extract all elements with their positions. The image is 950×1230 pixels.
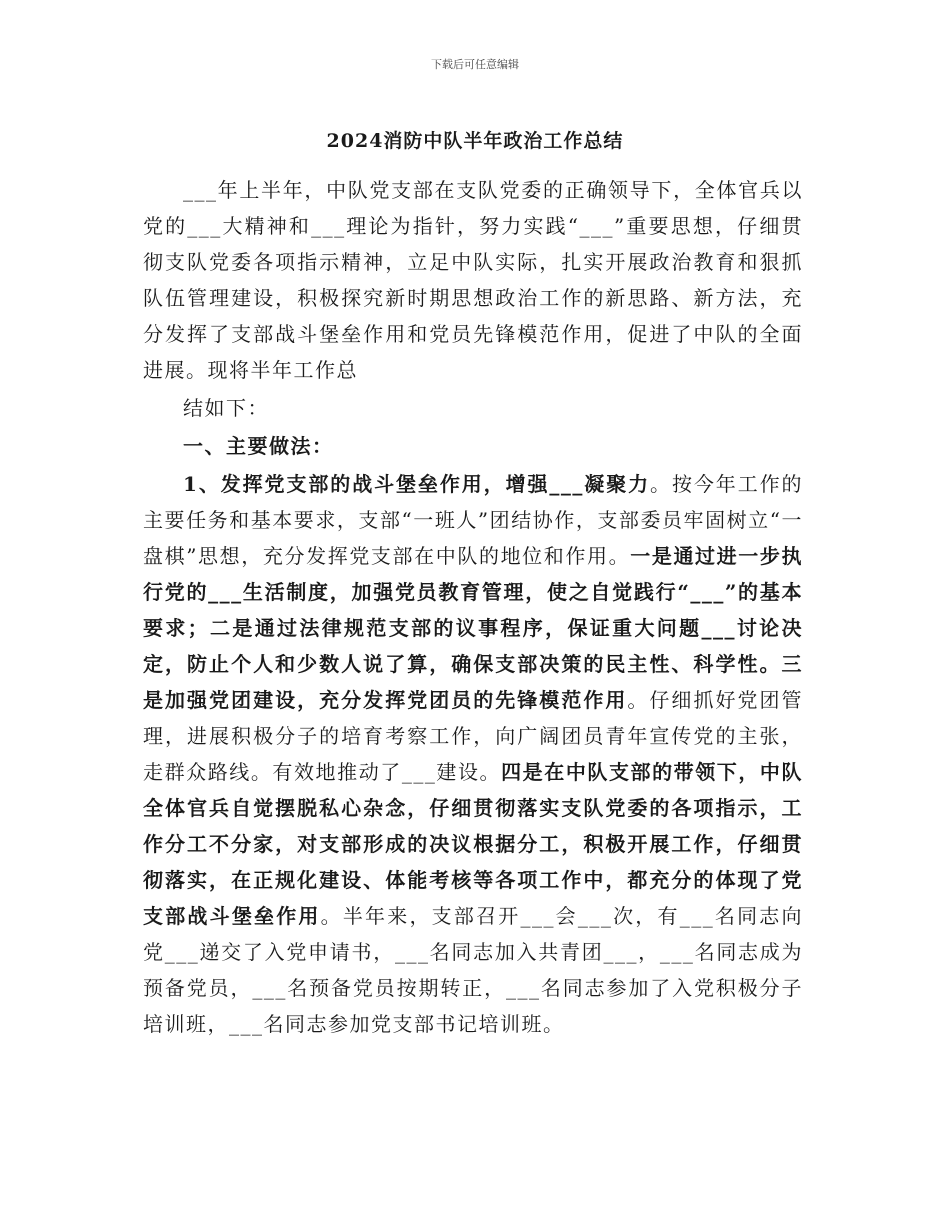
intro-continuation: 结如下： bbox=[183, 396, 269, 420]
item-1-bold-d: 四是在中队支部的带领下，中队全体官兵自觉摆脱私心杂念，仔细贯彻落实支队党委的各项指示，工作分工不分家，对支部形成的决议根据分工，积极开展工作，仔细贯彻落实，在正规化建设、体能考核等各项工作中，都充分的体现了党支部战斗堡垒作用 bbox=[143, 760, 804, 928]
item-1-text-a: 。按今年工作的主要任务和基本要求，支部“一班人”团结协作，支部委员牢固树立“一盘棋”思想，充分发挥党支部在中队的地位和作用。 bbox=[143, 472, 804, 568]
intro-paragraph: ___年上半年，中队党支部在支队党委的正确领导下，全体官兵以党的___大精神和___理论为指针，努力实践“___”重要思想，仔细贯彻支队党委各项指示精神，立足中队实际，扎实开展政治教育和狠抓队伍管理建设，积极探究新时期思想政治工作的新思路、新方法，充分发挥了支部战斗堡垒作用和党员先锋模范作用，促进了中队的全面进展。现将半年工作总 bbox=[143, 178, 803, 382]
item-1-bold-b: 一是通过进一步执行党的___生活制度，加强党员教育管理，使之自觉践行“___”的基本要求；二是通过法律规范支部的议事程序，保证重大问题___讨论决定，防止个人和少数人说了算，确保支部决策的民主性、科学性。三是加强党团建设，充分发挥党团员的先锋模范作用 bbox=[143, 544, 803, 712]
document-body bbox=[143, 172, 803, 1042]
item-1-paragraph bbox=[143, 466, 803, 1042]
item-1-lead: 1、发挥党支部的战斗堡垒作用，增强___凝聚力 bbox=[183, 472, 651, 496]
section-heading: 一、主要做法： bbox=[183, 434, 334, 458]
document-title: 2024消防中队半年政治工作总结 bbox=[326, 130, 624, 152]
item-1-text-c: 。仔细抓好党团管理，进展积极分子的培育考察工作，向广阔团员青年宣传党的主张，走群众路线。有效地推动了___建设。 bbox=[143, 688, 804, 784]
item-1-text-e: 。半年来，支部召开___会___次，有___名同志向党___递交了入党申请书，___名同志加入共青团___，___名同志成为预备党员，___名预备党员按期转正，___名同志参加了入党积极分子培训班，___名同志参加党支部书记培训班。 bbox=[143, 904, 804, 1036]
header-note: 下载后可任意编辑 bbox=[431, 58, 519, 71]
